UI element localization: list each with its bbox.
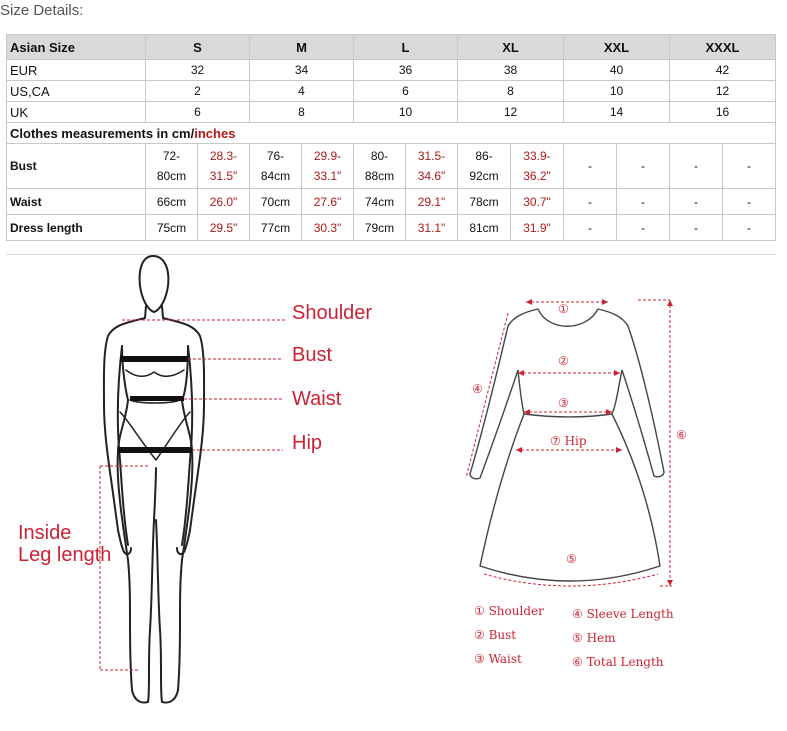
size-header: S: [146, 35, 250, 60]
inch-cell: 29.5": [198, 215, 250, 241]
cm-cell: 66cm: [146, 189, 198, 215]
inch-cell: 30.3": [302, 215, 354, 241]
dress-marker-total-length: ⑥: [676, 428, 687, 442]
body-outline: [104, 256, 204, 703]
cm-cell: 79cm: [354, 215, 406, 241]
cm-cell: 74cm: [354, 189, 406, 215]
inch-cell: 31.9": [511, 215, 564, 241]
inch-cell: 29.9- 33.1": [302, 144, 354, 189]
table-cell: 4: [250, 81, 354, 102]
table-cell: 8: [458, 81, 564, 102]
inch-cell: 31.5- 34.6": [406, 144, 458, 189]
page-title: Size Details:: [0, 2, 84, 19]
cm-cell: 70cm: [250, 189, 302, 215]
dress-marker-bust: ②: [558, 354, 569, 368]
row-label: Waist: [7, 189, 146, 215]
empty-cell: -: [670, 215, 723, 241]
empty-cell: -: [617, 189, 670, 215]
dress-marker-hem: ⑤: [566, 552, 577, 566]
empty-cell: -: [617, 215, 670, 241]
shoulder-label: Shoulder: [292, 302, 373, 324]
legend-waist: ③ Waist: [474, 652, 522, 666]
table-cell: 32: [146, 60, 250, 81]
cm-cell: 78cm: [458, 189, 511, 215]
header-label: Asian Size: [7, 35, 146, 60]
legend-shoulder: ① Shoulder: [474, 604, 544, 618]
bust-band: [120, 356, 188, 362]
table-cell: 12: [458, 102, 564, 123]
dress-marker-sleeve: ④: [472, 382, 483, 396]
table-cell: 8: [250, 102, 354, 123]
dress-marker-shoulder: ①: [558, 302, 569, 316]
table-cell: 10: [564, 81, 670, 102]
empty-cell: -: [723, 189, 776, 215]
cm-cell: 72- 80cm: [146, 144, 198, 189]
empty-cell: -: [723, 144, 776, 189]
row-label: UK: [7, 102, 146, 123]
empty-cell: -: [564, 144, 617, 189]
table-cell: 34: [250, 60, 354, 81]
empty-cell: -: [564, 189, 617, 215]
waist-band: [130, 396, 184, 401]
inch-cell: 33.9- 36.2": [511, 144, 564, 189]
empty-cell: -: [723, 215, 776, 241]
row-label: Dress length: [7, 215, 146, 241]
empty-cell: -: [564, 215, 617, 241]
cm-cell: 77cm: [250, 215, 302, 241]
size-header: L: [354, 35, 458, 60]
row-label: Bust: [7, 144, 146, 189]
dress-arrowheads: [516, 299, 673, 586]
table-cell: 12: [670, 81, 776, 102]
legend-sleeve-length: ④ Sleeve Length: [572, 607, 674, 621]
hip-label: Hip: [292, 432, 323, 454]
size-header: M: [250, 35, 354, 60]
cm-cell: 86- 92cm: [458, 144, 511, 189]
table-cell: 38: [458, 60, 564, 81]
inch-cell: 27.6": [302, 189, 354, 215]
section-label: Clothes measurements in cm/: [10, 125, 195, 141]
table-cell: 10: [354, 102, 458, 123]
empty-cell: -: [670, 144, 723, 189]
empty-cell: -: [670, 189, 723, 215]
row-label: EUR: [7, 60, 146, 81]
bust-label: Bust: [292, 344, 333, 366]
legend-bust: ② Bust: [474, 628, 517, 642]
hip-band: [118, 447, 192, 453]
body-leader-lines: [100, 320, 285, 670]
legend-hem: ⑤ Hem: [572, 631, 616, 645]
inch-cell: 29.1": [406, 189, 458, 215]
dress-marker-hip: ⑦ Hip: [550, 434, 587, 448]
row-label: US,CA: [7, 81, 146, 102]
legend-total-length: ⑥ Total Length: [572, 655, 664, 669]
size-header: XXXL: [670, 35, 776, 60]
table-cell: 2: [146, 81, 250, 102]
cm-cell: 75cm: [146, 215, 198, 241]
table-cell: 16: [670, 102, 776, 123]
section-unit: inches: [194, 125, 236, 141]
table-cell: 14: [564, 102, 670, 123]
inch-cell: 26.0": [198, 189, 250, 215]
cm-cell: 81cm: [458, 215, 511, 241]
table-cell: 6: [354, 81, 458, 102]
table-cell: 6: [146, 102, 250, 123]
inch-cell: 28.3- 31.5": [198, 144, 250, 189]
inside-label: Inside: [18, 522, 72, 544]
leg-length-label: Leg length: [18, 544, 112, 566]
cm-cell: 80- 88cm: [354, 144, 406, 189]
waist-label: Waist: [292, 388, 342, 410]
table-cell: 42: [670, 60, 776, 81]
cm-cell: 76- 84cm: [250, 144, 302, 189]
inch-cell: 30.7": [511, 189, 564, 215]
dress-marker-waist: ③: [558, 396, 569, 410]
size-header: XL: [458, 35, 564, 60]
inch-cell: 31.1": [406, 215, 458, 241]
empty-cell: -: [617, 144, 670, 189]
table-cell: 36: [354, 60, 458, 81]
size-header: XXL: [564, 35, 670, 60]
table-cell: 40: [564, 60, 670, 81]
